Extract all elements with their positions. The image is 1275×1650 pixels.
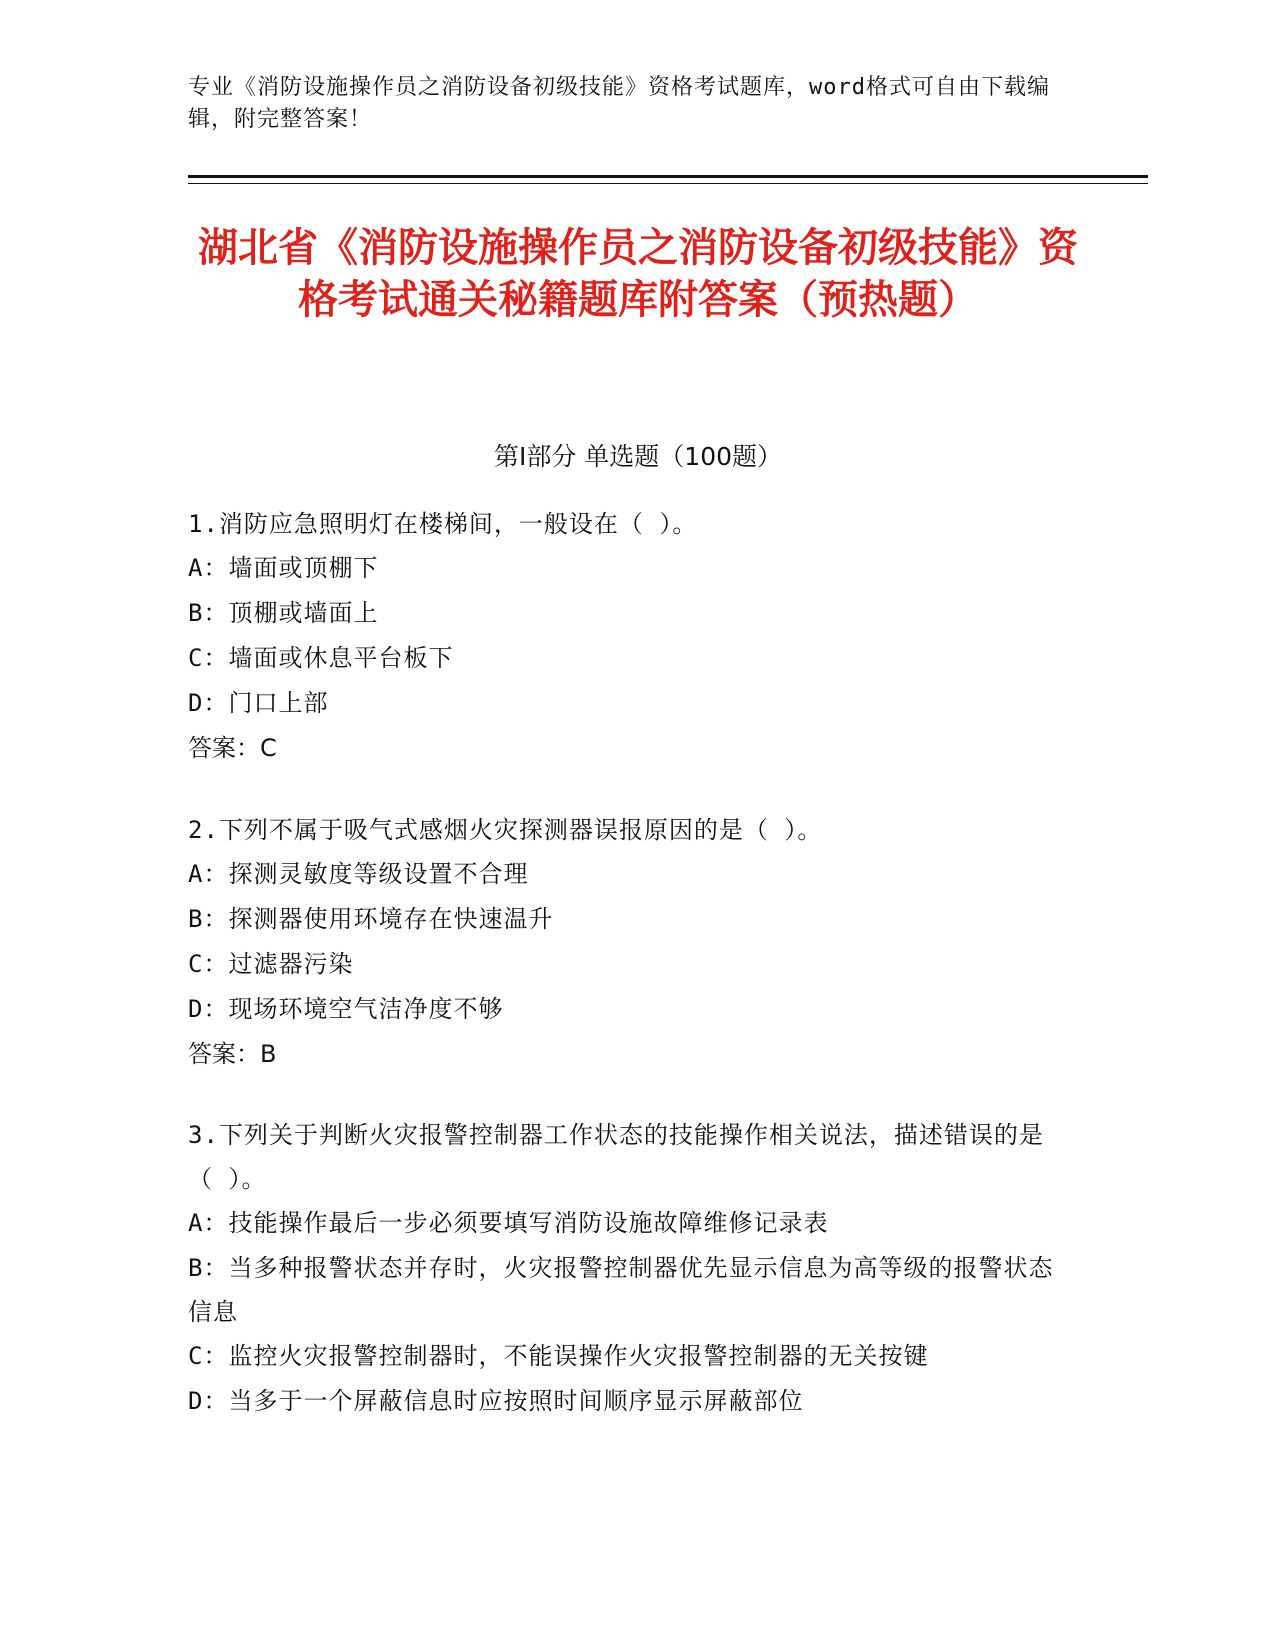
option-b: B：顶棚或墙面上 <box>188 599 379 627</box>
option-b: B：当多种报警状态并存时，火灾报警控制器优先显示信息为高等级的报警状态信息 <box>188 1254 1054 1326</box>
option-c: C：监控火灾报警控制器时，不能误操作火灾报警控制器的无关按键 <box>188 1342 929 1370</box>
option-d: D：当多于一个屏蔽信息时应按照时间顺序显示屏蔽部位 <box>188 1387 804 1415</box>
option-a: A：墙面或顶棚下 <box>188 554 379 582</box>
header-divider-thick <box>188 175 1148 178</box>
question-2 <box>188 808 1068 1077</box>
question-3 <box>188 1113 1068 1424</box>
option-d: D：门口上部 <box>188 689 329 717</box>
header-divider-thin <box>188 183 1148 184</box>
answer-line: 答案：B <box>188 1040 277 1068</box>
question-1 <box>188 502 1068 771</box>
question-stem: 3.下列关于判断火灾报警控制器工作状态的技能操作相关说法，描述错误的是（ ）。 <box>188 1121 1044 1193</box>
option-a: A：探测灵敏度等级设置不合理 <box>188 860 529 888</box>
option-a: A：技能操作最后一步必须要填写消防设施故障维修记录表 <box>188 1209 829 1237</box>
header-note: 专业《消防设施操作员之消防设备初级技能》资格考试题库，word格式可自由下载编辑，附完整答案！ <box>188 75 1050 132</box>
section-heading: 第Ⅰ部分 单选题（100题） <box>493 442 783 471</box>
question-stem: 2.下列不属于吸气式感烟火灾探测器误报原因的是（ ）。 <box>188 816 823 844</box>
document-title: 湖北省《消防设施操作员之消防设备初级技能》资格考试通关秘籍题库附答案（预热题） <box>198 225 1078 323</box>
option-c: C：墙面或休息平台板下 <box>188 644 454 672</box>
option-c: C：过滤器污染 <box>188 950 354 978</box>
answer-line: 答案：C <box>188 734 277 762</box>
option-b: B：探测器使用环境存在快速温升 <box>188 905 554 933</box>
option-d: D：现场环境空气洁净度不够 <box>188 995 504 1023</box>
question-stem: 1.消防应急照明灯在楼梯间，一般设在（ ）。 <box>188 510 698 538</box>
